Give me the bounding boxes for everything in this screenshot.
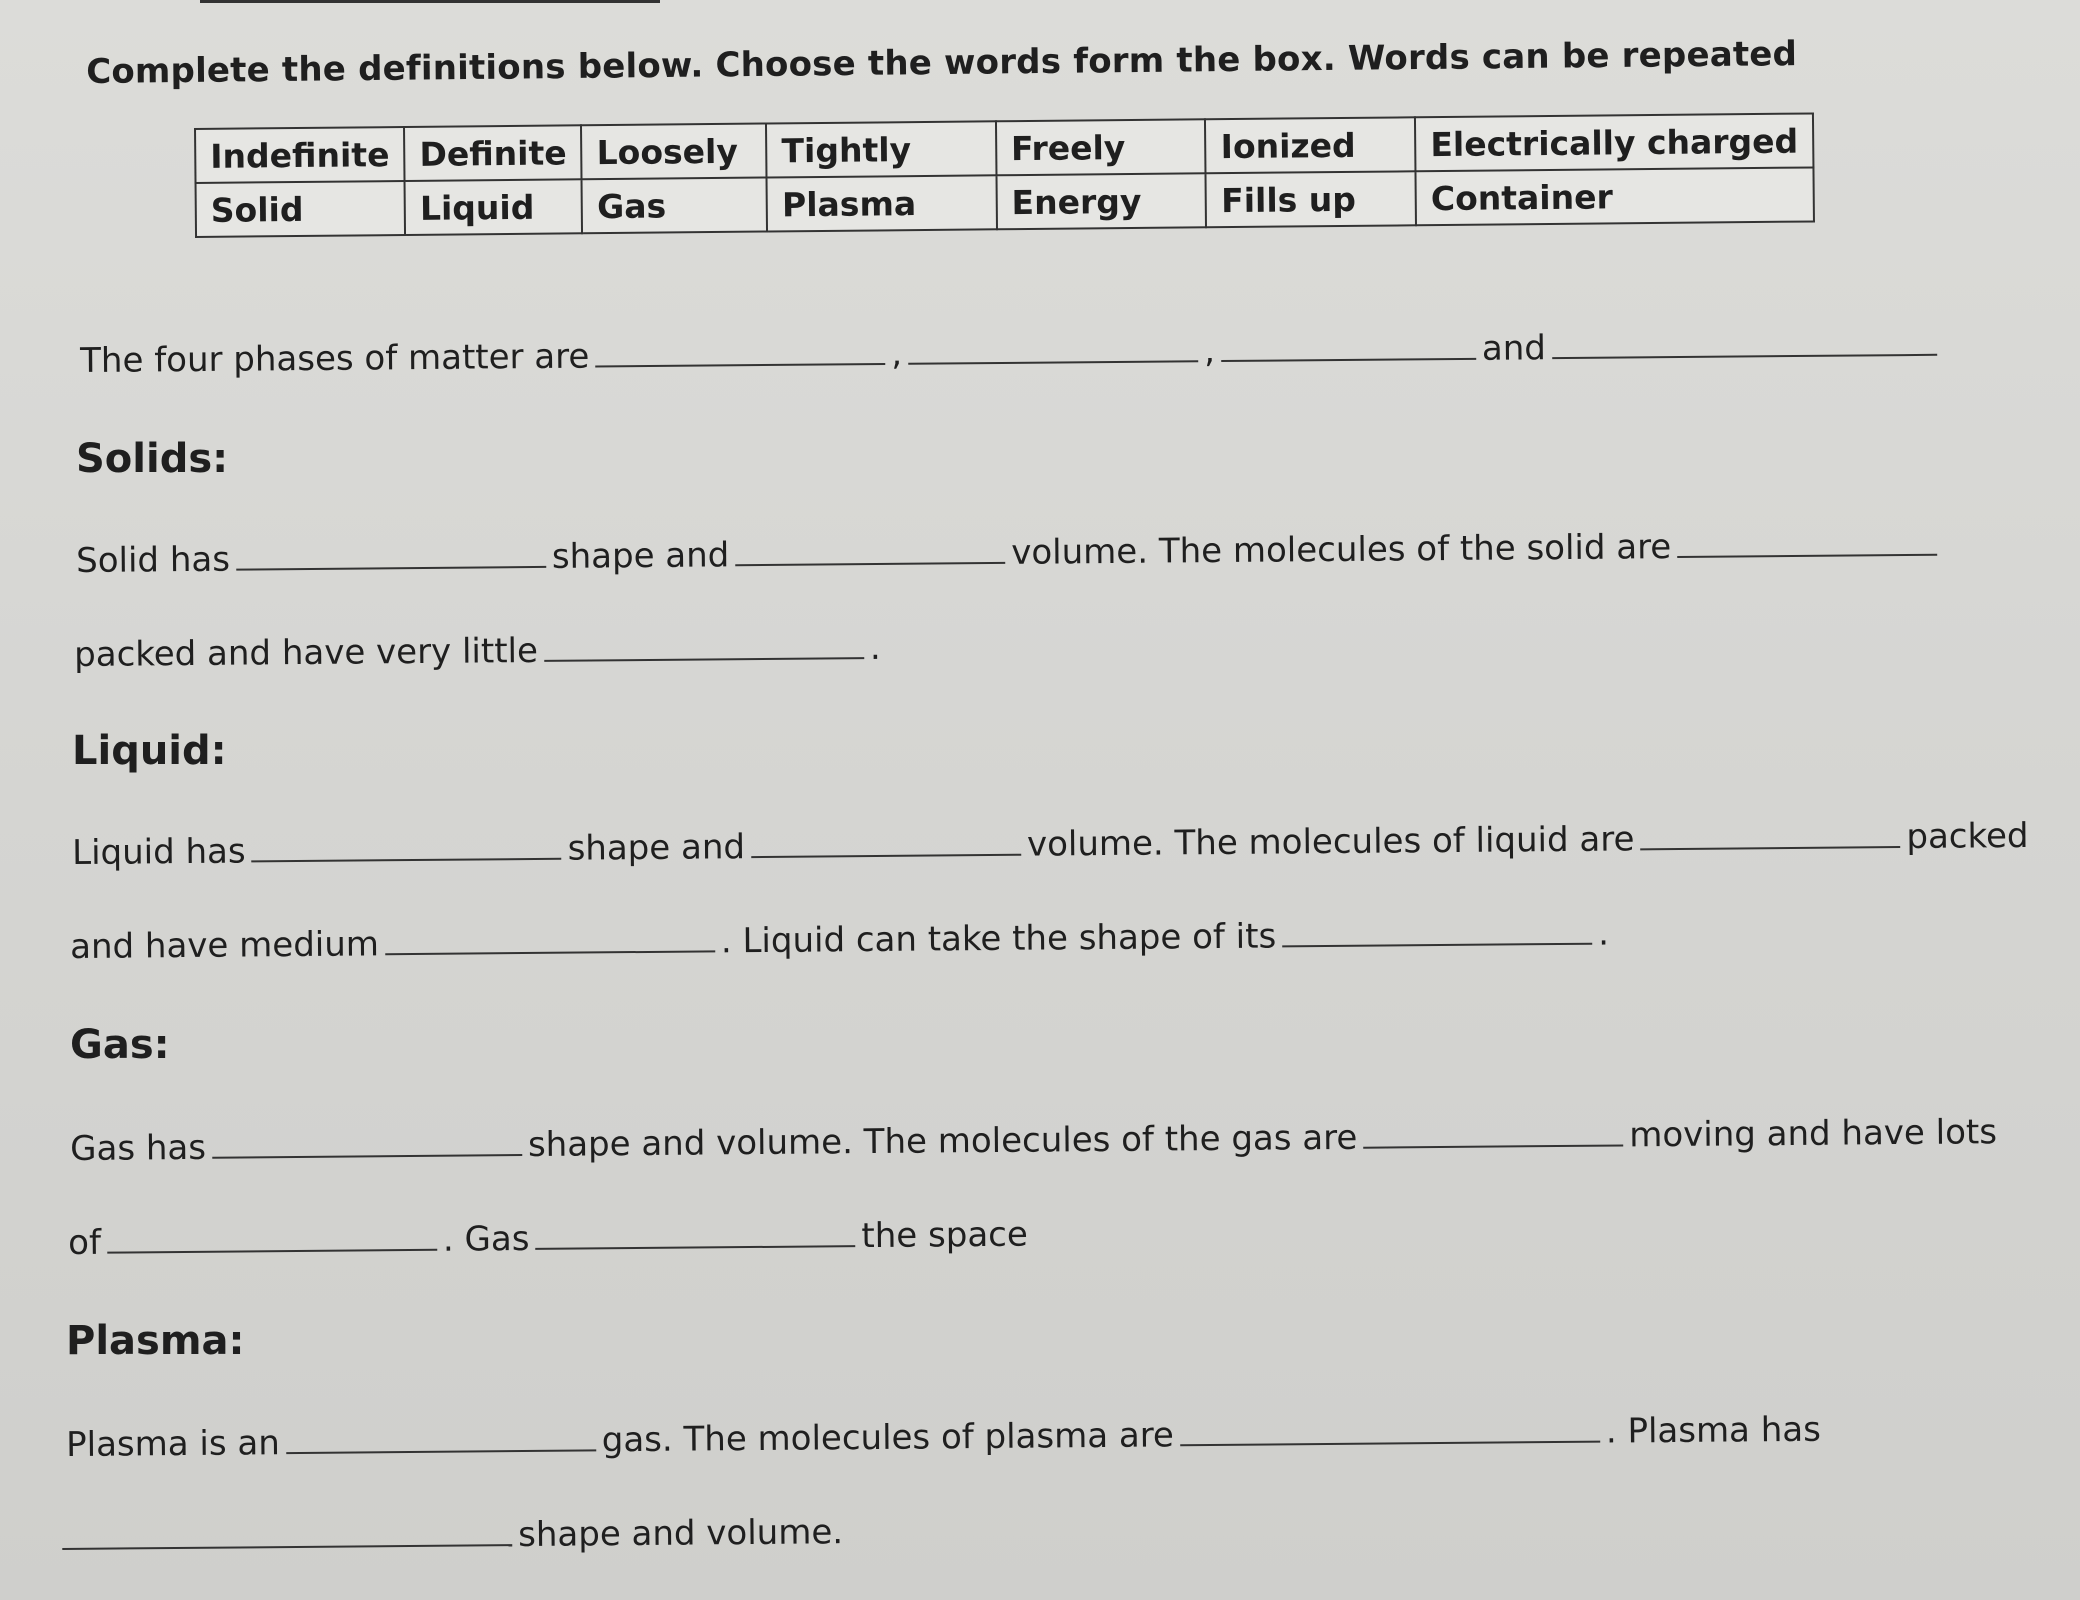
word-cell: Container: [1416, 167, 1814, 225]
answer-blank[interactable]: [595, 333, 885, 368]
answer-blank[interactable]: [212, 1124, 522, 1159]
word-cell: Gas: [582, 178, 767, 234]
sentence-text: ,: [891, 333, 903, 374]
word-cell: Tightly: [766, 121, 996, 177]
answer-blank[interactable]: [735, 532, 1005, 566]
sentence-text: moving and have lots: [1629, 1112, 1998, 1156]
sentence-text: Liquid has: [72, 831, 246, 873]
sentence-text: volume. The molecules of liquid are: [1026, 819, 1635, 865]
answer-blank[interactable]: [62, 1514, 512, 1550]
word-cell: Electrically charged: [1415, 113, 1813, 171]
word-cell: Loosely: [581, 124, 766, 180]
sentence-text: shape and volume.: [517, 1512, 844, 1556]
answer-blank[interactable]: [1677, 524, 1937, 558]
sentence-text: packed: [1906, 815, 2029, 857]
sentence-text: .: [1598, 913, 1610, 954]
sentence-text: ,: [1203, 331, 1216, 372]
answer-blank[interactable]: [544, 627, 864, 662]
answer-blank[interactable]: [1363, 1114, 1623, 1148]
answer-blank[interactable]: [1640, 816, 1900, 850]
sentence-text: shape and: [567, 827, 746, 869]
gas-sentence-1: [70, 1111, 1997, 1169]
word-cell: Liquid: [405, 179, 583, 235]
word-cell: Indefinite: [195, 127, 405, 183]
liquid-heading: Liquid:: [72, 728, 227, 774]
answer-blank[interactable]: [1180, 1411, 1600, 1447]
sentence-text: shape and volume. The molecules of the gas are: [527, 1117, 1358, 1166]
sentence-text: of: [68, 1222, 102, 1263]
answer-blank[interactable]: [251, 828, 561, 863]
sentence-text: . Liquid can take the shape of its: [720, 916, 1277, 962]
sentence-text: . Gas: [442, 1218, 530, 1260]
solids-heading: Solids:: [76, 436, 229, 482]
instructions: Complete the definitions below. Choose the words form the box. Words can be repeated: [86, 34, 1798, 92]
word-box: [194, 112, 1815, 238]
liquid-sentence-1: [72, 815, 2029, 873]
sentence-text: and: [1481, 328, 1547, 369]
plasma-sentence-1: [66, 1409, 1821, 1465]
name-line: [200, 0, 660, 3]
sentence-text: volume. The molecules of the solid are: [1011, 527, 1672, 573]
sentence-text: Gas has: [70, 1127, 207, 1169]
answer-blank[interactable]: [286, 1419, 596, 1454]
sentence-text: gas. The molecules of plasma are: [601, 1415, 1175, 1461]
sentence-text: shape and: [551, 535, 730, 577]
word-cell: Ionized: [1205, 117, 1415, 173]
sentence-text: . Plasma has: [1605, 1409, 1822, 1452]
answer-blank[interactable]: [908, 330, 1198, 365]
answer-blank[interactable]: [1282, 913, 1592, 948]
phases-sentence: [80, 324, 1943, 381]
sentence-text: The four phases of matter are: [80, 336, 590, 381]
answer-blank[interactable]: [535, 1215, 855, 1250]
solids-sentence-1: [76, 524, 1943, 581]
sentence-text: the space: [861, 1214, 1028, 1257]
solids-sentence-2: [74, 627, 881, 675]
answer-blank[interactable]: [107, 1219, 437, 1254]
liquid-sentence-2: [70, 913, 1609, 967]
sentence-text: and have medium: [70, 924, 380, 967]
plasma-sentence-2: [62, 1511, 843, 1559]
word-cell: Freely: [996, 119, 1206, 175]
word-cell: Plasma: [767, 175, 997, 231]
answer-blank[interactable]: [236, 536, 546, 571]
answer-blank[interactable]: [1552, 324, 1937, 359]
word-cell: Definite: [404, 125, 582, 181]
answer-blank[interactable]: [385, 920, 715, 955]
answer-blank[interactable]: [1221, 328, 1476, 362]
answer-blank[interactable]: [751, 824, 1021, 858]
word-cell: Energy: [996, 173, 1206, 229]
sentence-text: Solid has: [76, 539, 231, 581]
sentence-text: .: [869, 627, 881, 669]
sentence-text: Plasma is an: [66, 1423, 280, 1465]
gas-sentence-2: [68, 1214, 1028, 1263]
word-cell: Solid: [196, 181, 406, 237]
gas-heading: Gas:: [70, 1022, 170, 1068]
plasma-heading: Plasma:: [66, 1318, 245, 1364]
sentence-text: packed and have very little: [74, 630, 539, 675]
word-cell: Fills up: [1206, 171, 1416, 227]
